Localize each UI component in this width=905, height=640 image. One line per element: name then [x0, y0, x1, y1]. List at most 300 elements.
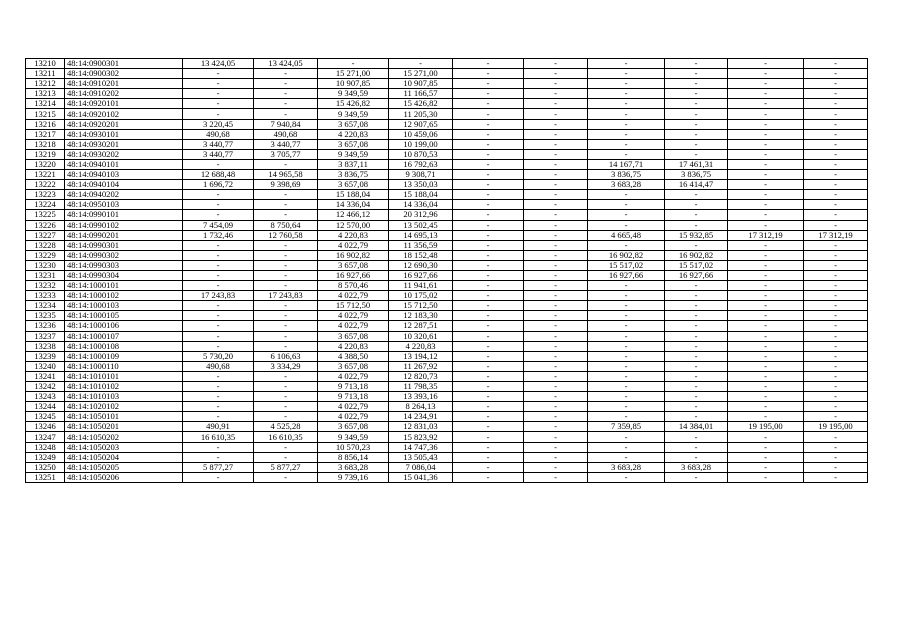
- value-cell: 11 356,59: [389, 240, 453, 250]
- value-cell: -: [728, 462, 804, 472]
- value-cell: -: [588, 321, 665, 331]
- row-index-cell: 13249: [26, 452, 65, 462]
- value-cell: -: [665, 240, 728, 250]
- value-cell: 11 205,30: [389, 109, 453, 119]
- value-cell: -: [665, 119, 728, 129]
- value-cell: 3 334,29: [254, 361, 318, 371]
- value-cell: 3 440,77: [183, 149, 254, 159]
- value-cell: 10 199,00: [389, 139, 453, 149]
- cadastral-number-cell: 48:14:1050204: [65, 452, 183, 462]
- value-cell: 3 705,77: [254, 149, 318, 159]
- cadastral-number-cell: 48:14:1000105: [65, 311, 183, 321]
- value-cell: -: [728, 321, 804, 331]
- cadastral-number-cell: 48:14:0990201: [65, 230, 183, 240]
- table-row: [26, 109, 868, 119]
- row-index-cell: 13219: [26, 149, 65, 159]
- value-cell: -: [453, 462, 524, 472]
- value-cell: -: [728, 149, 804, 159]
- value-cell: 10 175,02: [389, 291, 453, 301]
- value-cell: 9 349,59: [318, 149, 389, 159]
- table-row: [26, 220, 868, 230]
- row-index-cell: 13217: [26, 129, 65, 139]
- value-cell: 13 505,43: [389, 452, 453, 462]
- value-cell: -: [588, 392, 665, 402]
- value-cell: -: [524, 260, 588, 270]
- value-cell: -: [453, 392, 524, 402]
- value-cell: -: [588, 361, 665, 371]
- value-cell: -: [665, 89, 728, 99]
- value-cell: -: [588, 210, 665, 220]
- value-cell: 12 760,58: [254, 230, 318, 240]
- row-index-cell: 13214: [26, 99, 65, 109]
- value-cell: -: [804, 291, 868, 301]
- value-cell: -: [183, 99, 254, 109]
- value-cell: 3 683,28: [588, 180, 665, 190]
- value-cell: 3 836,75: [665, 170, 728, 180]
- value-cell: 12 183,30: [389, 311, 453, 321]
- value-cell: 10 870,53: [389, 149, 453, 159]
- cadastral-number-cell: 48:14:1050201: [65, 422, 183, 432]
- value-cell: -: [254, 260, 318, 270]
- value-cell: 8 264,13: [389, 402, 453, 412]
- value-cell: -: [183, 250, 254, 260]
- value-cell: -: [804, 139, 868, 149]
- value-cell: -: [728, 412, 804, 422]
- row-index-cell: 13213: [26, 89, 65, 99]
- table-row: [26, 361, 868, 371]
- value-cell: -: [804, 402, 868, 412]
- table-row: [26, 139, 868, 149]
- value-cell: 490,68: [183, 361, 254, 371]
- value-cell: -: [665, 129, 728, 139]
- value-cell: -: [804, 99, 868, 109]
- value-cell: -: [804, 462, 868, 472]
- value-cell: -: [254, 190, 318, 200]
- value-cell: -: [524, 119, 588, 129]
- cadastral-number-cell: 48:14:1000109: [65, 351, 183, 361]
- value-cell: 4 388,50: [318, 351, 389, 361]
- value-cell: -: [728, 392, 804, 402]
- value-cell: 12 820,73: [389, 371, 453, 381]
- cadastral-number-cell: 48:14:1050206: [65, 472, 183, 482]
- value-cell: -: [804, 260, 868, 270]
- table-row: [26, 371, 868, 381]
- value-cell: -: [524, 452, 588, 462]
- table-row: [26, 281, 868, 291]
- value-cell: -: [804, 109, 868, 119]
- value-cell: -: [183, 472, 254, 482]
- value-cell: -: [183, 79, 254, 89]
- value-cell: -: [453, 442, 524, 452]
- table-body: [26, 59, 868, 483]
- value-cell: -: [524, 159, 588, 169]
- value-cell: 3 683,28: [665, 462, 728, 472]
- row-index-cell: 13227: [26, 230, 65, 240]
- value-cell: -: [254, 382, 318, 392]
- value-cell: -: [524, 149, 588, 159]
- value-cell: 19 195,00: [804, 422, 868, 432]
- value-cell: -: [453, 210, 524, 220]
- value-cell: -: [183, 240, 254, 250]
- value-cell: -: [665, 442, 728, 452]
- value-cell: -: [183, 260, 254, 270]
- value-cell: -: [588, 220, 665, 230]
- table-row: [26, 311, 868, 321]
- value-cell: -: [588, 99, 665, 109]
- value-cell: 3 657,08: [318, 139, 389, 149]
- value-cell: -: [728, 170, 804, 180]
- row-index-cell: 13225: [26, 210, 65, 220]
- value-cell: -: [665, 291, 728, 301]
- value-cell: -: [183, 371, 254, 381]
- value-cell: -: [728, 291, 804, 301]
- value-cell: 15 271,00: [389, 69, 453, 79]
- value-cell: 3 683,28: [588, 462, 665, 472]
- row-index-cell: 13212: [26, 79, 65, 89]
- value-cell: 6 106,63: [254, 351, 318, 361]
- value-cell: 11 166,57: [389, 89, 453, 99]
- value-cell: -: [728, 129, 804, 139]
- value-cell: -: [453, 402, 524, 412]
- table-row: [26, 392, 868, 402]
- value-cell: -: [804, 371, 868, 381]
- value-cell: 4 220,83: [389, 341, 453, 351]
- value-cell: 15 426,82: [389, 99, 453, 109]
- value-cell: -: [804, 432, 868, 442]
- value-cell: 12 466,12: [318, 210, 389, 220]
- value-cell: -: [588, 190, 665, 200]
- table-row: [26, 159, 868, 169]
- value-cell: -: [728, 109, 804, 119]
- value-cell: -: [588, 432, 665, 442]
- value-cell: -: [728, 240, 804, 250]
- value-cell: -: [524, 472, 588, 482]
- value-cell: -: [524, 462, 588, 472]
- value-cell: -: [453, 382, 524, 392]
- value-cell: 4 022,79: [318, 371, 389, 381]
- value-cell: -: [804, 311, 868, 321]
- value-cell: -: [389, 59, 453, 69]
- value-cell: 9 308,71: [389, 170, 453, 180]
- table-row: [26, 119, 868, 129]
- value-cell: 14 336,04: [318, 200, 389, 210]
- value-cell: 9 713,18: [318, 392, 389, 402]
- value-cell: 13 350,03: [389, 180, 453, 190]
- value-cell: -: [804, 382, 868, 392]
- value-cell: 10 570,23: [318, 442, 389, 452]
- value-cell: -: [588, 281, 665, 291]
- value-cell: -: [524, 281, 588, 291]
- value-cell: 15 188,04: [389, 190, 453, 200]
- value-cell: -: [524, 139, 588, 149]
- row-index-cell: 13210: [26, 59, 65, 69]
- value-cell: 14 695,13: [389, 230, 453, 240]
- value-cell: 18 152,48: [389, 250, 453, 260]
- value-cell: 16 792,63: [389, 159, 453, 169]
- cadastral-number-cell: 48:14:0910201: [65, 79, 183, 89]
- value-cell: 3 440,77: [183, 139, 254, 149]
- value-cell: -: [453, 200, 524, 210]
- value-cell: -: [588, 129, 665, 139]
- value-cell: -: [728, 382, 804, 392]
- value-cell: 9 713,18: [318, 382, 389, 392]
- value-cell: -: [453, 291, 524, 301]
- value-cell: -: [524, 89, 588, 99]
- cadastral-number-cell: 48:14:0920101: [65, 99, 183, 109]
- value-cell: 15 823,92: [389, 432, 453, 442]
- value-cell: -: [524, 291, 588, 301]
- value-cell: 8 570,46: [318, 281, 389, 291]
- value-cell: -: [254, 392, 318, 402]
- value-cell: -: [728, 281, 804, 291]
- value-cell: 16 927,66: [389, 270, 453, 280]
- value-cell: -: [804, 442, 868, 452]
- value-cell: -: [183, 402, 254, 412]
- value-cell: 15 932,85: [665, 230, 728, 240]
- table-row: [26, 210, 868, 220]
- value-cell: -: [665, 210, 728, 220]
- value-cell: -: [183, 159, 254, 169]
- value-cell: -: [588, 79, 665, 89]
- table-row: [26, 190, 868, 200]
- value-cell: 15 517,02: [665, 260, 728, 270]
- cadastral-number-cell: 48:14:0930201: [65, 139, 183, 149]
- cadastral-number-cell: 48:14:0990101: [65, 210, 183, 220]
- row-index-cell: 13236: [26, 321, 65, 331]
- value-cell: -: [804, 149, 868, 159]
- cadastral-number-cell: 48:14:1000107: [65, 331, 183, 341]
- value-cell: -: [728, 119, 804, 129]
- value-cell: 5 730,20: [183, 351, 254, 361]
- value-cell: -: [453, 432, 524, 442]
- row-index-cell: 13220: [26, 159, 65, 169]
- value-cell: 13 393,16: [389, 392, 453, 402]
- value-cell: -: [728, 371, 804, 381]
- value-cell: -: [588, 119, 665, 129]
- value-cell: -: [665, 392, 728, 402]
- value-cell: 10 459,06: [389, 129, 453, 139]
- value-cell: 3 683,28: [318, 462, 389, 472]
- value-cell: -: [728, 220, 804, 230]
- value-cell: 3 836,75: [588, 170, 665, 180]
- value-cell: -: [453, 361, 524, 371]
- cadastral-number-cell: 48:14:0940101: [65, 159, 183, 169]
- value-cell: -: [524, 99, 588, 109]
- value-cell: -: [524, 220, 588, 230]
- value-cell: -: [524, 412, 588, 422]
- value-cell: -: [728, 351, 804, 361]
- value-cell: -: [728, 59, 804, 69]
- value-cell: -: [453, 59, 524, 69]
- value-cell: -: [183, 442, 254, 452]
- cadastral-number-cell: 48:14:0920201: [65, 119, 183, 129]
- row-index-cell: 13241: [26, 371, 65, 381]
- value-cell: -: [453, 79, 524, 89]
- value-cell: -: [588, 382, 665, 392]
- value-cell: -: [804, 89, 868, 99]
- value-cell: -: [254, 331, 318, 341]
- value-cell: 15 712,50: [389, 301, 453, 311]
- value-cell: -: [453, 331, 524, 341]
- value-cell: 15 041,36: [389, 472, 453, 482]
- value-cell: -: [183, 321, 254, 331]
- value-cell: -: [183, 69, 254, 79]
- value-cell: -: [804, 281, 868, 291]
- value-cell: 3 657,08: [318, 331, 389, 341]
- table-row: [26, 321, 868, 331]
- cadastral-number-cell: 48:14:1000106: [65, 321, 183, 331]
- value-cell: 15 517,02: [588, 260, 665, 270]
- value-cell: 17 312,19: [728, 230, 804, 240]
- row-index-cell: 13247: [26, 432, 65, 442]
- row-index-cell: 13221: [26, 170, 65, 180]
- value-cell: -: [588, 371, 665, 381]
- table-row: [26, 250, 868, 260]
- value-cell: -: [183, 89, 254, 99]
- value-cell: 5 877,27: [254, 462, 318, 472]
- cadastral-number-cell: 48:14:0930202: [65, 149, 183, 159]
- cadastral-number-cell: 48:14:0950103: [65, 200, 183, 210]
- cadastral-number-cell: 48:14:0920102: [65, 109, 183, 119]
- value-cell: 5 877,27: [183, 462, 254, 472]
- value-cell: -: [665, 321, 728, 331]
- row-index-cell: 13216: [26, 119, 65, 129]
- value-cell: -: [318, 59, 389, 69]
- value-cell: -: [728, 190, 804, 200]
- value-cell: -: [804, 412, 868, 422]
- value-cell: -: [804, 351, 868, 361]
- value-cell: -: [665, 361, 728, 371]
- value-cell: -: [804, 170, 868, 180]
- value-cell: -: [183, 281, 254, 291]
- value-cell: -: [183, 331, 254, 341]
- value-cell: 3 657,08: [318, 422, 389, 432]
- value-cell: 16 610,35: [183, 432, 254, 442]
- value-cell: 16 927,66: [318, 270, 389, 280]
- value-cell: 1 732,46: [183, 230, 254, 240]
- value-cell: -: [804, 159, 868, 169]
- table-row: [26, 402, 868, 412]
- value-cell: -: [804, 301, 868, 311]
- row-index-cell: 13211: [26, 69, 65, 79]
- value-cell: 3 837,11: [318, 159, 389, 169]
- value-cell: 4 022,79: [318, 291, 389, 301]
- row-index-cell: 13231: [26, 270, 65, 280]
- value-cell: -: [524, 422, 588, 432]
- value-cell: -: [804, 59, 868, 69]
- cadastral-number-cell: 48:14:1000108: [65, 341, 183, 351]
- table-row: [26, 301, 868, 311]
- value-cell: -: [728, 270, 804, 280]
- value-cell: -: [524, 341, 588, 351]
- value-cell: -: [183, 109, 254, 119]
- value-cell: -: [524, 432, 588, 442]
- cadastral-number-cell: 48:14:1010103: [65, 392, 183, 402]
- table-row: [26, 382, 868, 392]
- cadastral-number-cell: 48:14:1000110: [65, 361, 183, 371]
- value-cell: 14 167,71: [588, 159, 665, 169]
- value-cell: -: [254, 69, 318, 79]
- value-cell: -: [254, 472, 318, 482]
- row-index-cell: 13228: [26, 240, 65, 250]
- row-index-cell: 13215: [26, 109, 65, 119]
- value-cell: -: [665, 281, 728, 291]
- value-cell: -: [254, 79, 318, 89]
- value-cell: -: [183, 200, 254, 210]
- table-row: [26, 472, 868, 482]
- value-cell: 16 927,66: [588, 270, 665, 280]
- value-cell: -: [254, 341, 318, 351]
- value-cell: -: [254, 452, 318, 462]
- value-cell: 4 220,83: [318, 129, 389, 139]
- value-cell: 3 836,75: [318, 170, 389, 180]
- row-index-cell: 13230: [26, 260, 65, 270]
- value-cell: -: [453, 99, 524, 109]
- value-cell: -: [453, 351, 524, 361]
- value-cell: -: [804, 361, 868, 371]
- value-cell: 9 349,59: [318, 109, 389, 119]
- value-cell: -: [728, 210, 804, 220]
- value-cell: -: [728, 89, 804, 99]
- value-cell: 12 287,51: [389, 321, 453, 331]
- value-cell: -: [183, 311, 254, 321]
- value-cell: -: [254, 250, 318, 260]
- value-cell: 14 747,36: [389, 442, 453, 452]
- value-cell: 12 831,03: [389, 422, 453, 432]
- value-cell: 8 750,64: [254, 220, 318, 230]
- value-cell: 9 349,59: [318, 89, 389, 99]
- value-cell: -: [728, 472, 804, 482]
- cadastral-number-cell: 48:14:1010101: [65, 371, 183, 381]
- row-index-cell: 13238: [26, 341, 65, 351]
- value-cell: -: [524, 250, 588, 260]
- value-cell: -: [804, 200, 868, 210]
- value-cell: -: [453, 240, 524, 250]
- value-cell: -: [453, 129, 524, 139]
- value-cell: 4 022,79: [318, 402, 389, 412]
- row-index-cell: 13246: [26, 422, 65, 432]
- value-cell: 7 086,04: [389, 462, 453, 472]
- value-cell: -: [728, 341, 804, 351]
- cadastral-number-cell: 48:14:1000102: [65, 291, 183, 301]
- cadastral-number-cell: 48:14:0930101: [65, 129, 183, 139]
- value-cell: -: [453, 371, 524, 381]
- value-cell: 17 243,83: [254, 291, 318, 301]
- value-cell: -: [183, 392, 254, 402]
- row-index-cell: 13250: [26, 462, 65, 472]
- value-cell: -: [588, 442, 665, 452]
- value-cell: 15 426,82: [318, 99, 389, 109]
- table-row: [26, 432, 868, 442]
- value-cell: -: [665, 351, 728, 361]
- row-index-cell: 13237: [26, 331, 65, 341]
- value-cell: -: [453, 119, 524, 129]
- value-cell: -: [524, 331, 588, 341]
- data-table: [25, 58, 868, 483]
- table-row: [26, 270, 868, 280]
- value-cell: -: [588, 351, 665, 361]
- value-cell: -: [524, 382, 588, 392]
- value-cell: -: [588, 301, 665, 311]
- value-cell: -: [588, 200, 665, 210]
- value-cell: -: [254, 311, 318, 321]
- value-cell: 9 398,69: [254, 180, 318, 190]
- value-cell: -: [728, 301, 804, 311]
- cadastral-number-cell: 48:14:0990302: [65, 250, 183, 260]
- value-cell: -: [588, 139, 665, 149]
- value-cell: -: [524, 321, 588, 331]
- value-cell: -: [588, 89, 665, 99]
